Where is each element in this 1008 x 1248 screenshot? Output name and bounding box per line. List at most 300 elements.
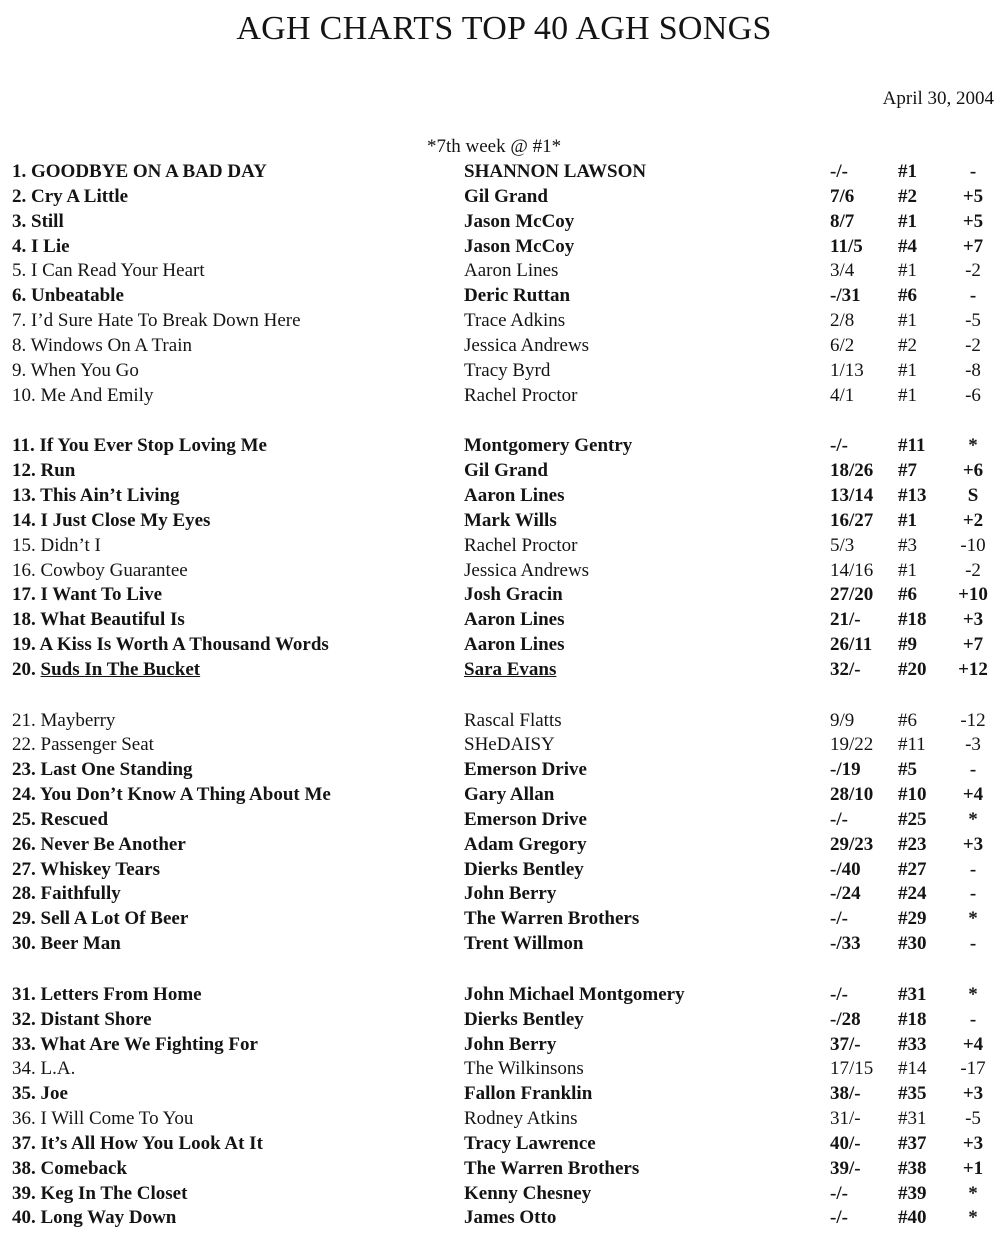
rank-number: 29. — [12, 908, 36, 930]
peak-position: #29 — [898, 908, 927, 930]
song-title: I Will Come To You — [40, 1108, 194, 1130]
peak-position: #9 — [898, 634, 917, 656]
peak-position: #37 — [898, 1132, 927, 1154]
previous-positions: 27/20 — [830, 584, 874, 606]
chart-row — [0, 1182, 1008, 1207]
movement: -10 — [960, 534, 986, 556]
movement: -5 — [965, 310, 981, 332]
previous-positions: 6/2 — [830, 334, 855, 356]
song-title: Joe — [40, 1083, 68, 1105]
rank-number: 34. — [12, 1058, 36, 1080]
chart-row — [0, 1206, 1008, 1231]
song-title: I Just Close My Eyes — [40, 509, 211, 531]
movement: * — [968, 435, 978, 457]
movement: - — [969, 858, 977, 880]
chart-row — [0, 733, 1008, 758]
rank-number: 20. — [12, 658, 36, 680]
rank-number: 40. — [12, 1207, 36, 1229]
song-title: A Kiss Is Worth A Thousand Words — [39, 634, 329, 656]
movement: -8 — [965, 359, 981, 381]
movement: -5 — [965, 1108, 981, 1130]
peak-position: #23 — [898, 833, 927, 855]
previous-positions: 2/8 — [830, 310, 855, 332]
artist-name: Aaron Lines — [464, 484, 565, 506]
chart-row — [0, 608, 1008, 633]
rank-and-song — [12, 709, 115, 734]
rank-and-song — [12, 1033, 258, 1058]
chart-row — [0, 1082, 1008, 1107]
movement: +2 — [962, 509, 984, 531]
peak-position: #14 — [898, 1058, 927, 1080]
chart-row — [0, 882, 1008, 907]
rank-and-song — [12, 309, 301, 334]
rank-number: 2. — [12, 185, 27, 207]
previous-positions: 31/- — [830, 1108, 861, 1130]
peak-position: #11 — [898, 435, 926, 457]
peak-position: #2 — [898, 334, 917, 356]
previous-positions: 29/23 — [830, 833, 874, 855]
movement: +10 — [958, 584, 988, 606]
song-title: This Ain’t Living — [40, 484, 180, 506]
chart-row — [0, 1008, 1008, 1033]
artist-name: The Warren Brothers — [464, 1157, 640, 1179]
previous-positions: 28/10 — [830, 784, 874, 806]
rank-number: 13. — [12, 484, 36, 506]
rank-and-song — [12, 783, 331, 808]
rank-and-song — [12, 633, 329, 658]
artist-name: Kenny Chesney — [464, 1182, 592, 1204]
song-title: Last One Standing — [40, 759, 193, 781]
song-title: Didn’t I — [40, 534, 101, 556]
artist-name: Aaron Lines — [464, 609, 565, 631]
song-title: GOODBYE ON A BAD DAY — [31, 161, 267, 182]
artist-name: Emerson Drive — [464, 808, 587, 830]
song-title: Suds In The Bucket — [40, 658, 201, 680]
chart-row — [0, 808, 1008, 833]
chart-row — [0, 334, 1008, 359]
artist-name: Deric Ruttan — [464, 285, 571, 307]
rank-number: 23. — [12, 759, 36, 781]
rank-and-song — [12, 284, 124, 309]
peak-position: #4 — [898, 235, 917, 257]
chart-row — [0, 983, 1008, 1008]
song-title: Beer Man — [40, 933, 121, 955]
artist-name: Trace Adkins — [464, 310, 566, 332]
rank-and-song — [12, 534, 101, 559]
rank-and-song — [12, 259, 205, 284]
peak-position: #31 — [898, 1108, 927, 1130]
peak-position: #6 — [898, 285, 917, 307]
previous-positions: 16/27 — [830, 509, 874, 531]
previous-positions: -/- — [830, 1182, 848, 1204]
rank-number: 30. — [12, 933, 36, 955]
chart-row — [0, 1107, 1008, 1132]
chart-row — [0, 1132, 1008, 1157]
movement: -6 — [965, 384, 981, 406]
chart-row — [0, 309, 1008, 334]
rank-and-song — [12, 334, 192, 359]
song-title: Still — [31, 210, 64, 232]
movement: +12 — [958, 658, 988, 680]
movement: - — [969, 933, 977, 955]
chart-row — [0, 210, 1008, 235]
artist-name: The Wilkinsons — [464, 1058, 584, 1080]
rank-number: 28. — [12, 883, 36, 905]
rank-and-song — [12, 384, 153, 409]
song-title: Cowboy Guarantee — [40, 559, 188, 581]
movement: +5 — [962, 185, 984, 207]
rank-number: 9. — [12, 359, 27, 381]
rank-number: 18. — [12, 609, 36, 631]
artist-name: Tracy Lawrence — [464, 1132, 596, 1154]
chart-row — [0, 459, 1008, 484]
rank-and-song — [12, 758, 193, 783]
chart-row — [0, 932, 1008, 957]
rank-and-song — [12, 210, 64, 235]
chart-row — [0, 185, 1008, 210]
peak-position: #1 — [898, 210, 917, 232]
movement: +3 — [962, 1083, 984, 1105]
peak-position: #1 — [898, 161, 917, 182]
peak-position: #18 — [898, 609, 927, 631]
peak-position: #13 — [898, 484, 927, 506]
previous-positions: -/- — [830, 1207, 848, 1229]
artist-name: Rascal Flatts — [464, 709, 562, 731]
song-title: If You Ever Stop Loving Me — [39, 435, 267, 457]
peak-position: #11 — [898, 734, 926, 756]
artist-name: Aaron Lines — [464, 634, 565, 656]
artist-name: Fallon Franklin — [464, 1083, 593, 1105]
movement: +4 — [962, 1033, 984, 1055]
previous-positions: 18/26 — [830, 460, 874, 482]
peak-position: #1 — [898, 310, 917, 332]
artist-name: John Berry — [464, 1033, 557, 1055]
rank-and-song — [12, 235, 70, 260]
peak-position: #3 — [898, 534, 917, 556]
previous-positions: 17/15 — [830, 1058, 874, 1080]
movement: * — [968, 908, 978, 930]
peak-position: #30 — [898, 933, 927, 955]
peak-position: #27 — [898, 858, 927, 880]
peak-position: #35 — [898, 1083, 927, 1105]
song-title: Distant Shore — [40, 1008, 152, 1030]
rank-and-song — [12, 1182, 187, 1207]
rank-number: 10. — [12, 384, 36, 406]
song-title: L.A. — [40, 1058, 76, 1080]
song-title: Sell A Lot Of Beer — [40, 908, 189, 930]
previous-positions: 4/1 — [830, 384, 855, 406]
chart-row — [0, 384, 1008, 409]
peak-position: #1 — [898, 509, 917, 531]
chart-row — [0, 259, 1008, 284]
number-one-note: *7th week @ #1* — [427, 136, 562, 157]
peak-position: #18 — [898, 1008, 927, 1030]
song-title: I’d Sure Hate To Break Down Here — [31, 310, 301, 332]
chart-row — [0, 658, 1008, 683]
rank-and-song — [12, 1082, 68, 1107]
rank-and-song — [12, 359, 139, 384]
rank-number: 22. — [12, 734, 36, 756]
peak-position: #1 — [898, 559, 917, 581]
movement: +3 — [962, 609, 984, 631]
chart-row — [0, 709, 1008, 734]
previous-positions: 38/- — [830, 1083, 861, 1105]
artist-name: Aaron Lines — [464, 260, 559, 282]
peak-position: #10 — [898, 784, 927, 806]
artist-name: Mark Wills — [464, 509, 557, 531]
song-title: Whiskey Tears — [40, 858, 161, 880]
rank-and-song — [12, 658, 200, 683]
artist-name: SHANNON LAWSON — [464, 161, 647, 182]
rank-number: 25. — [12, 808, 36, 830]
previous-positions: 19/22 — [830, 734, 874, 756]
previous-positions: 9/9 — [830, 709, 855, 731]
artist-name: Jason McCoy — [464, 235, 575, 257]
rank-number: 6. — [12, 285, 27, 307]
chart-row — [0, 783, 1008, 808]
song-title: Mayberry — [40, 709, 116, 731]
artist-name: Emerson Drive — [464, 759, 587, 781]
rank-number: 11. — [12, 435, 35, 457]
chart-row — [0, 858, 1008, 883]
rank-number: 17. — [12, 584, 36, 606]
rank-number: 31. — [12, 983, 36, 1005]
song-title: Long Way Down — [40, 1207, 177, 1229]
chart-row — [0, 1033, 1008, 1058]
movement: * — [968, 983, 978, 1005]
song-title: Windows On A Train — [30, 334, 192, 356]
chart-row — [0, 534, 1008, 559]
previous-positions: 13/14 — [830, 484, 874, 506]
previous-positions: -/24 — [830, 883, 861, 905]
previous-positions: 5/3 — [830, 534, 855, 556]
rank-number: 3. — [12, 210, 27, 232]
rank-and-song — [12, 833, 186, 858]
song-title: Rescued — [40, 808, 109, 830]
rank-and-song — [12, 1107, 193, 1132]
rank-and-song — [12, 459, 75, 484]
artist-name: Dierks Bentley — [464, 858, 584, 880]
rank-number: 27. — [12, 858, 36, 880]
previous-positions: 3/4 — [830, 260, 855, 282]
peak-position: #6 — [898, 584, 917, 606]
rank-and-song — [12, 1132, 263, 1157]
movement: - — [969, 759, 977, 781]
rank-number: 16. — [12, 559, 36, 581]
rank-and-song — [12, 733, 154, 758]
rank-number: 39. — [12, 1182, 36, 1204]
rank-number: 32. — [12, 1008, 36, 1030]
previous-positions: 32/- — [830, 658, 861, 680]
artist-name: Sara Evans — [464, 658, 557, 680]
artist-name: Montgomery Gentry — [464, 435, 633, 457]
chart-row — [0, 1057, 1008, 1082]
rank-number: 24. — [12, 784, 36, 806]
peak-position: #7 — [898, 460, 917, 482]
previous-positions: 26/11 — [830, 634, 873, 656]
artist-name: James Otto — [464, 1207, 557, 1229]
rank-number: 38. — [12, 1157, 36, 1179]
rank-number: 5. — [12, 260, 27, 282]
previous-positions: -/19 — [830, 759, 861, 781]
peak-position: #31 — [898, 983, 927, 1005]
peak-position: #2 — [898, 185, 917, 207]
artist-name: John Berry — [464, 883, 557, 905]
movement: +7 — [962, 235, 984, 257]
peak-position: #38 — [898, 1157, 927, 1179]
chart-row — [0, 434, 1008, 459]
rank-number: 12. — [12, 460, 36, 482]
chart-row — [0, 907, 1008, 932]
movement: S — [967, 484, 979, 506]
rank-and-song — [12, 559, 188, 584]
rank-and-song — [12, 185, 128, 210]
previous-positions: 39/- — [830, 1157, 861, 1179]
artist-name: Adam Gregory — [464, 833, 587, 855]
previous-positions: 40/- — [830, 1132, 861, 1154]
rank-and-song — [12, 1206, 176, 1231]
chart-title: AGH CHARTS TOP 40 AGH SONGS — [236, 10, 772, 47]
rank-and-song — [12, 608, 185, 633]
previous-positions: -/33 — [830, 933, 861, 955]
song-title: Me And Emily — [40, 384, 154, 406]
peak-position: #6 — [898, 709, 917, 731]
artist-name: Jessica Andrews — [464, 559, 590, 581]
movement: - — [969, 883, 977, 905]
rank-number: 26. — [12, 833, 36, 855]
song-title: When You Go — [30, 359, 139, 381]
previous-positions: 11/5 — [830, 235, 863, 257]
rank-number: 14. — [12, 509, 36, 531]
rank-and-song — [12, 932, 121, 957]
song-title: Faithfully — [40, 883, 121, 905]
song-title: I Can Read Your Heart — [31, 260, 205, 282]
movement: +5 — [962, 210, 984, 232]
peak-position: #1 — [898, 359, 917, 381]
artist-name: Tracy Byrd — [464, 359, 551, 381]
rank-number: 19. — [12, 634, 36, 656]
artist-name: Rachel Proctor — [464, 534, 578, 556]
previous-positions: -/- — [830, 161, 848, 182]
song-title: Cry A Little — [31, 185, 129, 207]
chart-row — [0, 633, 1008, 658]
song-title: What Beautiful Is — [40, 609, 185, 631]
song-title: I Lie — [31, 235, 70, 257]
artist-name: Josh Gracin — [464, 584, 563, 606]
song-title: Never Be Another — [40, 833, 186, 855]
chart-table — [0, 160, 1008, 1231]
rank-and-song — [12, 434, 267, 459]
artist-name: Jessica Andrews — [464, 334, 590, 356]
artist-name: SHeDAISY — [464, 734, 555, 756]
previous-positions: -/40 — [830, 858, 861, 880]
chart-row — [0, 833, 1008, 858]
rank-and-song — [12, 1057, 75, 1082]
song-title: Passenger Seat — [40, 734, 154, 756]
artist-name: John Michael Montgomery — [464, 983, 685, 1005]
artist-name: Jason McCoy — [464, 210, 575, 232]
movement: * — [968, 1182, 978, 1204]
artist-name: Gil Grand — [464, 460, 548, 482]
peak-position: #39 — [898, 1182, 927, 1204]
movement: -12 — [960, 709, 986, 731]
rank-and-song — [12, 484, 180, 509]
rank-number: 8. — [12, 334, 27, 356]
chart-row — [0, 509, 1008, 534]
rank-number: 35. — [12, 1083, 36, 1105]
movement: +3 — [962, 833, 984, 855]
song-title: I Want To Live — [40, 584, 163, 606]
peak-position: #40 — [898, 1207, 927, 1229]
movement: * — [968, 1207, 978, 1229]
artist-name: Gary Allan — [464, 784, 555, 806]
movement: * — [968, 808, 978, 830]
chart-row — [0, 559, 1008, 584]
rank-and-song — [12, 160, 267, 185]
previous-positions: -/- — [830, 983, 848, 1005]
chart-row — [0, 235, 1008, 260]
rank-number: 33. — [12, 1033, 36, 1055]
rank-and-song — [12, 858, 160, 883]
song-title: Comeback — [40, 1157, 128, 1179]
movement: +4 — [962, 784, 984, 806]
rank-number: 7. — [12, 310, 27, 332]
rank-number: 4. — [12, 235, 27, 257]
artist-name: The Warren Brothers — [464, 908, 640, 930]
previous-positions: 8/7 — [830, 210, 855, 232]
chart-row — [0, 758, 1008, 783]
previous-positions: 37/- — [830, 1033, 861, 1055]
rank-and-song — [12, 583, 162, 608]
chart-row — [0, 484, 1008, 509]
previous-positions: -/31 — [830, 285, 861, 307]
peak-position: #5 — [898, 759, 917, 781]
previous-positions: 14/16 — [830, 559, 874, 581]
movement: -2 — [965, 260, 981, 282]
song-title: Keg In The Closet — [40, 1182, 188, 1204]
peak-position: #1 — [898, 260, 917, 282]
rank-number: 1. — [12, 161, 27, 182]
song-title: Letters From Home — [40, 983, 202, 1005]
previous-positions: -/- — [830, 908, 848, 930]
movement: -17 — [960, 1058, 986, 1080]
rank-and-song — [12, 882, 121, 907]
previous-positions: -/- — [830, 435, 848, 457]
movement: -2 — [965, 559, 981, 581]
previous-positions: -/- — [830, 808, 848, 830]
rank-number: 36. — [12, 1108, 36, 1130]
rank-and-song — [12, 509, 210, 534]
movement: - — [969, 285, 977, 307]
movement: +3 — [962, 1132, 984, 1154]
movement: -3 — [965, 734, 981, 756]
artist-name: Gil Grand — [464, 185, 548, 207]
movement: +7 — [962, 634, 984, 656]
peak-position: #33 — [898, 1033, 927, 1055]
artist-name: Trent Willmon — [464, 933, 584, 955]
movement: -2 — [965, 334, 981, 356]
peak-position: #24 — [898, 883, 927, 905]
song-title: What Are We Fighting For — [40, 1033, 258, 1055]
rank-and-song — [12, 1157, 127, 1182]
movement: +6 — [962, 460, 984, 482]
peak-position: #20 — [898, 658, 927, 680]
movement: - — [969, 161, 977, 182]
rank-and-song — [12, 1008, 152, 1033]
artist-name: Rachel Proctor — [464, 384, 578, 406]
artist-name: Dierks Bentley — [464, 1008, 584, 1030]
chart-row — [0, 284, 1008, 309]
